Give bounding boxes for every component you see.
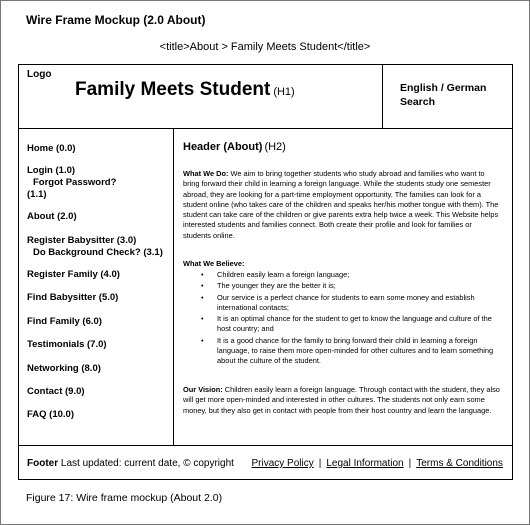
last-updated: Last updated: current date, © copyright bbox=[60, 458, 234, 469]
list-item: • Our service is a perfect chance for students to earn some money and establish international contacts; bbox=[201, 292, 475, 312]
what-we-do-text: We aim to bring together students who study abroad and families who want to bring forward their child in learning a foreign language. While the students study one semester abroad, they are looking for a part-time employment opportunity. The families can look for a student online (who takes care of the children and speaks her/his mother tongue with them). The student can take care of the children or give parents extra help twice a week. This Website helps interested students and families connect. Both create their profile and look for families or students online. bbox=[183, 169, 499, 240]
list-item: • It is a good chance for the family to bring forward their child in learning a foreign language, to raise them more open-minded for other cultures and to learn something about the culture of the student. bbox=[201, 335, 494, 366]
bullet-icon: • bbox=[201, 270, 204, 279]
separator: | bbox=[408, 458, 412, 469]
nav-register-babysitter[interactable]: Register Babysitter (3.0) bbox=[27, 235, 137, 246]
separator: | bbox=[318, 458, 322, 469]
wireframe bbox=[18, 64, 513, 480]
nav-find-family[interactable]: Find Family (6.0) bbox=[27, 316, 102, 327]
content-heading-text: Header (About) bbox=[183, 141, 263, 153]
nav-contact[interactable]: Contact (9.0) bbox=[27, 386, 85, 397]
list-item: • It is an optimal chance for the student to get to know the language and culture of the host country; and bbox=[201, 314, 492, 334]
nav-background-check[interactable]: Do Background Check? (3.1) bbox=[33, 247, 163, 258]
figure-caption: Figure 17: Wire frame mockup (About 2.0) bbox=[26, 492, 223, 504]
vision-label: Our Vision: bbox=[183, 385, 223, 394]
nav-find-babysitter[interactable]: Find Babysitter (5.0) bbox=[27, 292, 119, 303]
beliefs-list bbox=[175, 270, 505, 368]
site-footer bbox=[19, 445, 512, 479]
legal-information-link[interactable]: Legal Information bbox=[326, 458, 404, 469]
bullet-icon: • bbox=[201, 314, 204, 324]
main-content bbox=[175, 129, 512, 445]
html-title: <title>About > Family Meets Student</title> bbox=[159, 41, 371, 53]
language-search-panel bbox=[382, 65, 512, 128]
vision-text: Children easily learn a foreign language. Through contact with the student, they also will get more open-minded and interested in other cultures. The students not only earn some money, but they also get in contact with people from their host country and learn the language. bbox=[183, 385, 500, 415]
nav-about[interactable]: About (2.0) bbox=[27, 211, 77, 222]
sidebar-nav bbox=[19, 129, 174, 445]
h2-tag: (H2) bbox=[264, 141, 286, 153]
nav-register-family[interactable]: Register Family (4.0) bbox=[27, 269, 120, 280]
mockup-title: Wire Frame Mockup (2.0 About) bbox=[26, 13, 206, 27]
footer-row bbox=[27, 458, 503, 469]
nav-networking[interactable]: Networking (8.0) bbox=[27, 363, 101, 374]
list-item: • Children easily learn a foreign language; bbox=[201, 270, 350, 279]
privacy-policy-link[interactable]: Privacy Policy bbox=[251, 458, 314, 469]
footer-label: Footer bbox=[27, 458, 59, 469]
search-link[interactable]: Search bbox=[400, 96, 436, 108]
terms-conditions-link[interactable]: Terms & Conditions bbox=[416, 458, 503, 469]
vision-paragraph bbox=[183, 385, 501, 416]
what-we-believe-title: What We Believe: bbox=[183, 259, 245, 268]
bullet-icon: • bbox=[201, 335, 204, 345]
nav-faq[interactable]: FAQ (10.0) bbox=[27, 409, 74, 420]
site-header bbox=[19, 65, 512, 129]
logo[interactable]: Logo bbox=[27, 69, 52, 80]
nav-testimonials[interactable]: Testimonials (7.0) bbox=[27, 339, 107, 350]
bullet-icon: • bbox=[201, 281, 204, 291]
site-title bbox=[75, 79, 295, 101]
h1-tag: (H1) bbox=[273, 86, 295, 98]
what-we-do-label: What We Do: bbox=[183, 169, 229, 178]
content-heading bbox=[183, 141, 286, 153]
what-we-do-paragraph bbox=[183, 169, 501, 241]
bullet-icon: • bbox=[201, 292, 204, 302]
site-title-text: Family Meets Student bbox=[75, 79, 271, 100]
nav-forgot-password[interactable]: Forgot Password? bbox=[33, 177, 117, 188]
nav-home[interactable]: Home (0.0) bbox=[27, 143, 76, 154]
nav-forgot-password-number[interactable]: (1.1) bbox=[27, 189, 47, 200]
list-item: • The younger they are the better it is; bbox=[201, 281, 336, 291]
nav-login[interactable]: Login (1.0) bbox=[27, 165, 76, 176]
language-switcher[interactable]: English / German bbox=[400, 82, 487, 94]
